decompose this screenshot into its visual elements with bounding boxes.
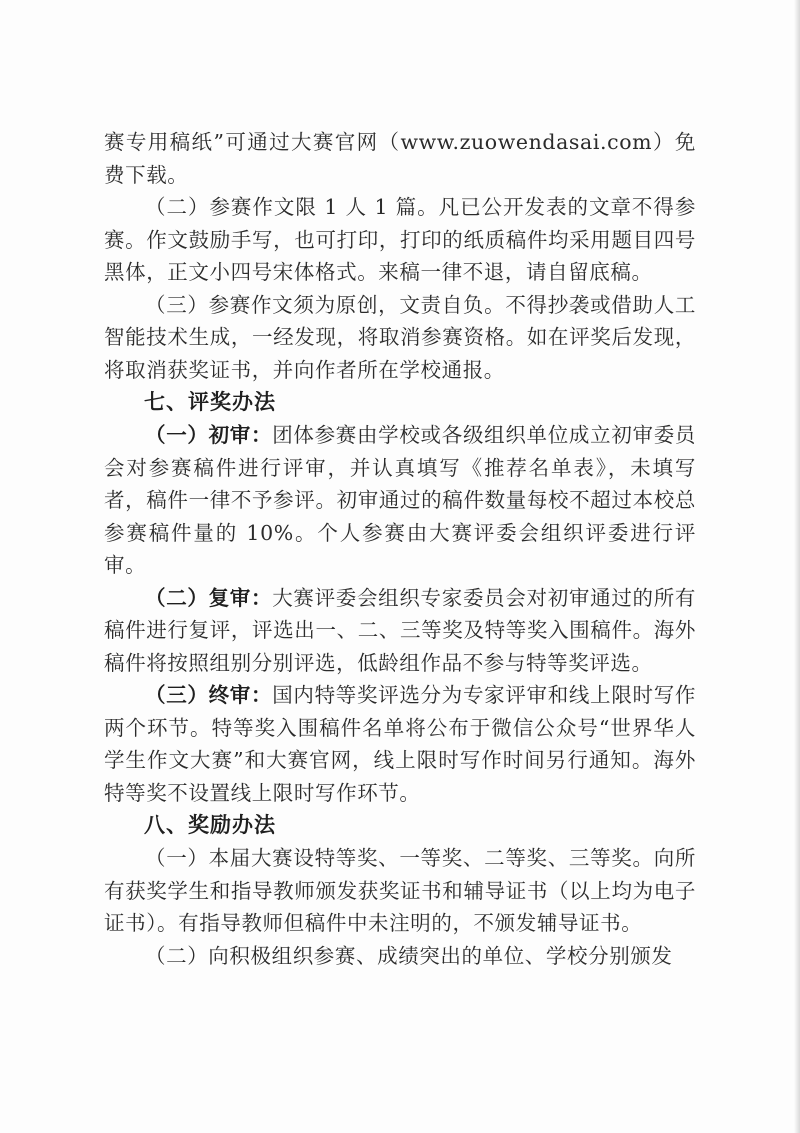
paragraph-award-2: （二）向积极组织参赛、成绩突出的单位、学校分别颁发: [145, 943, 673, 968]
text-preliminary: 团体参赛由学校或各级组织单位成立初审委员会对参赛稿件进行评审，并认真填写《推荐名单表》，未填写者，稿件一律不予参评。初审通过的稿件数量每校不超过本校总参赛稿件量的 10%。个人参赛由大赛评委会组织评委进行评审。: [104, 423, 697, 577]
paragraph-preliminary-review: [104, 419, 696, 582]
section-heading-awards: 八、奖励办法: [144, 813, 276, 837]
paragraph-final-review: [104, 679, 696, 809]
document-body: [104, 126, 696, 972]
text-second-review: 大赛评委会组织专家委员会对初审通过的所有稿件进行复评，评选出一、二、三等奖及特等奖入围稿件。海外稿件将按照组别分别评选，低龄组作品不参与特等奖评选。: [104, 585, 697, 675]
paragraph-download-note: 赛专用稿纸”可通过大赛官网（www.zuowendasai.com）免费下载。: [104, 130, 696, 187]
paragraph-award-1: （一）本届大赛设特等奖、一等奖、二等奖、三等奖。向所有获奖学生和指导教师颁发获奖证书和辅导证书（以上均为电子证书）。有指导教师但稿件中未注明的，不颁发辅导证书。: [104, 846, 696, 935]
label-second-review: （二）复审：: [145, 585, 273, 610]
paragraph-rule-2: （二）参赛作文限 1 人 1 篇。凡已公开发表的文章不得参赛。作文鼓励手写，也可打印，打印的纸质稿件均采用题目四号黑体，正文小四号宋体格式。来稿一律不退，请自留底稿。: [104, 195, 696, 284]
paragraph-rule-3: （三）参赛作文须为原创，文责自负。不得抄袭或借助人工智能技术生成，一经发现，将取消参赛资格。如在评奖后发现，将取消获奖证书，并向作者所在学校通报。: [104, 292, 696, 382]
text-final-review: 国内特等奖评选分为专家评审和线上限时写作两个环节。特等奖入围稿件名单将公布于微信公众号“世界华人学生作文大赛”和大赛官网，线上限时写作时间另行通知。海外特等奖不设置线上限时写作环节。: [104, 683, 697, 805]
label-preliminary: （一）初审：: [145, 423, 273, 447]
paragraph-second-review: [104, 582, 696, 680]
label-final-review: （三）终审：: [145, 683, 273, 707]
scan-edge: [794, 0, 800, 1133]
section-heading-judging: 七、评奖办法: [144, 390, 276, 414]
